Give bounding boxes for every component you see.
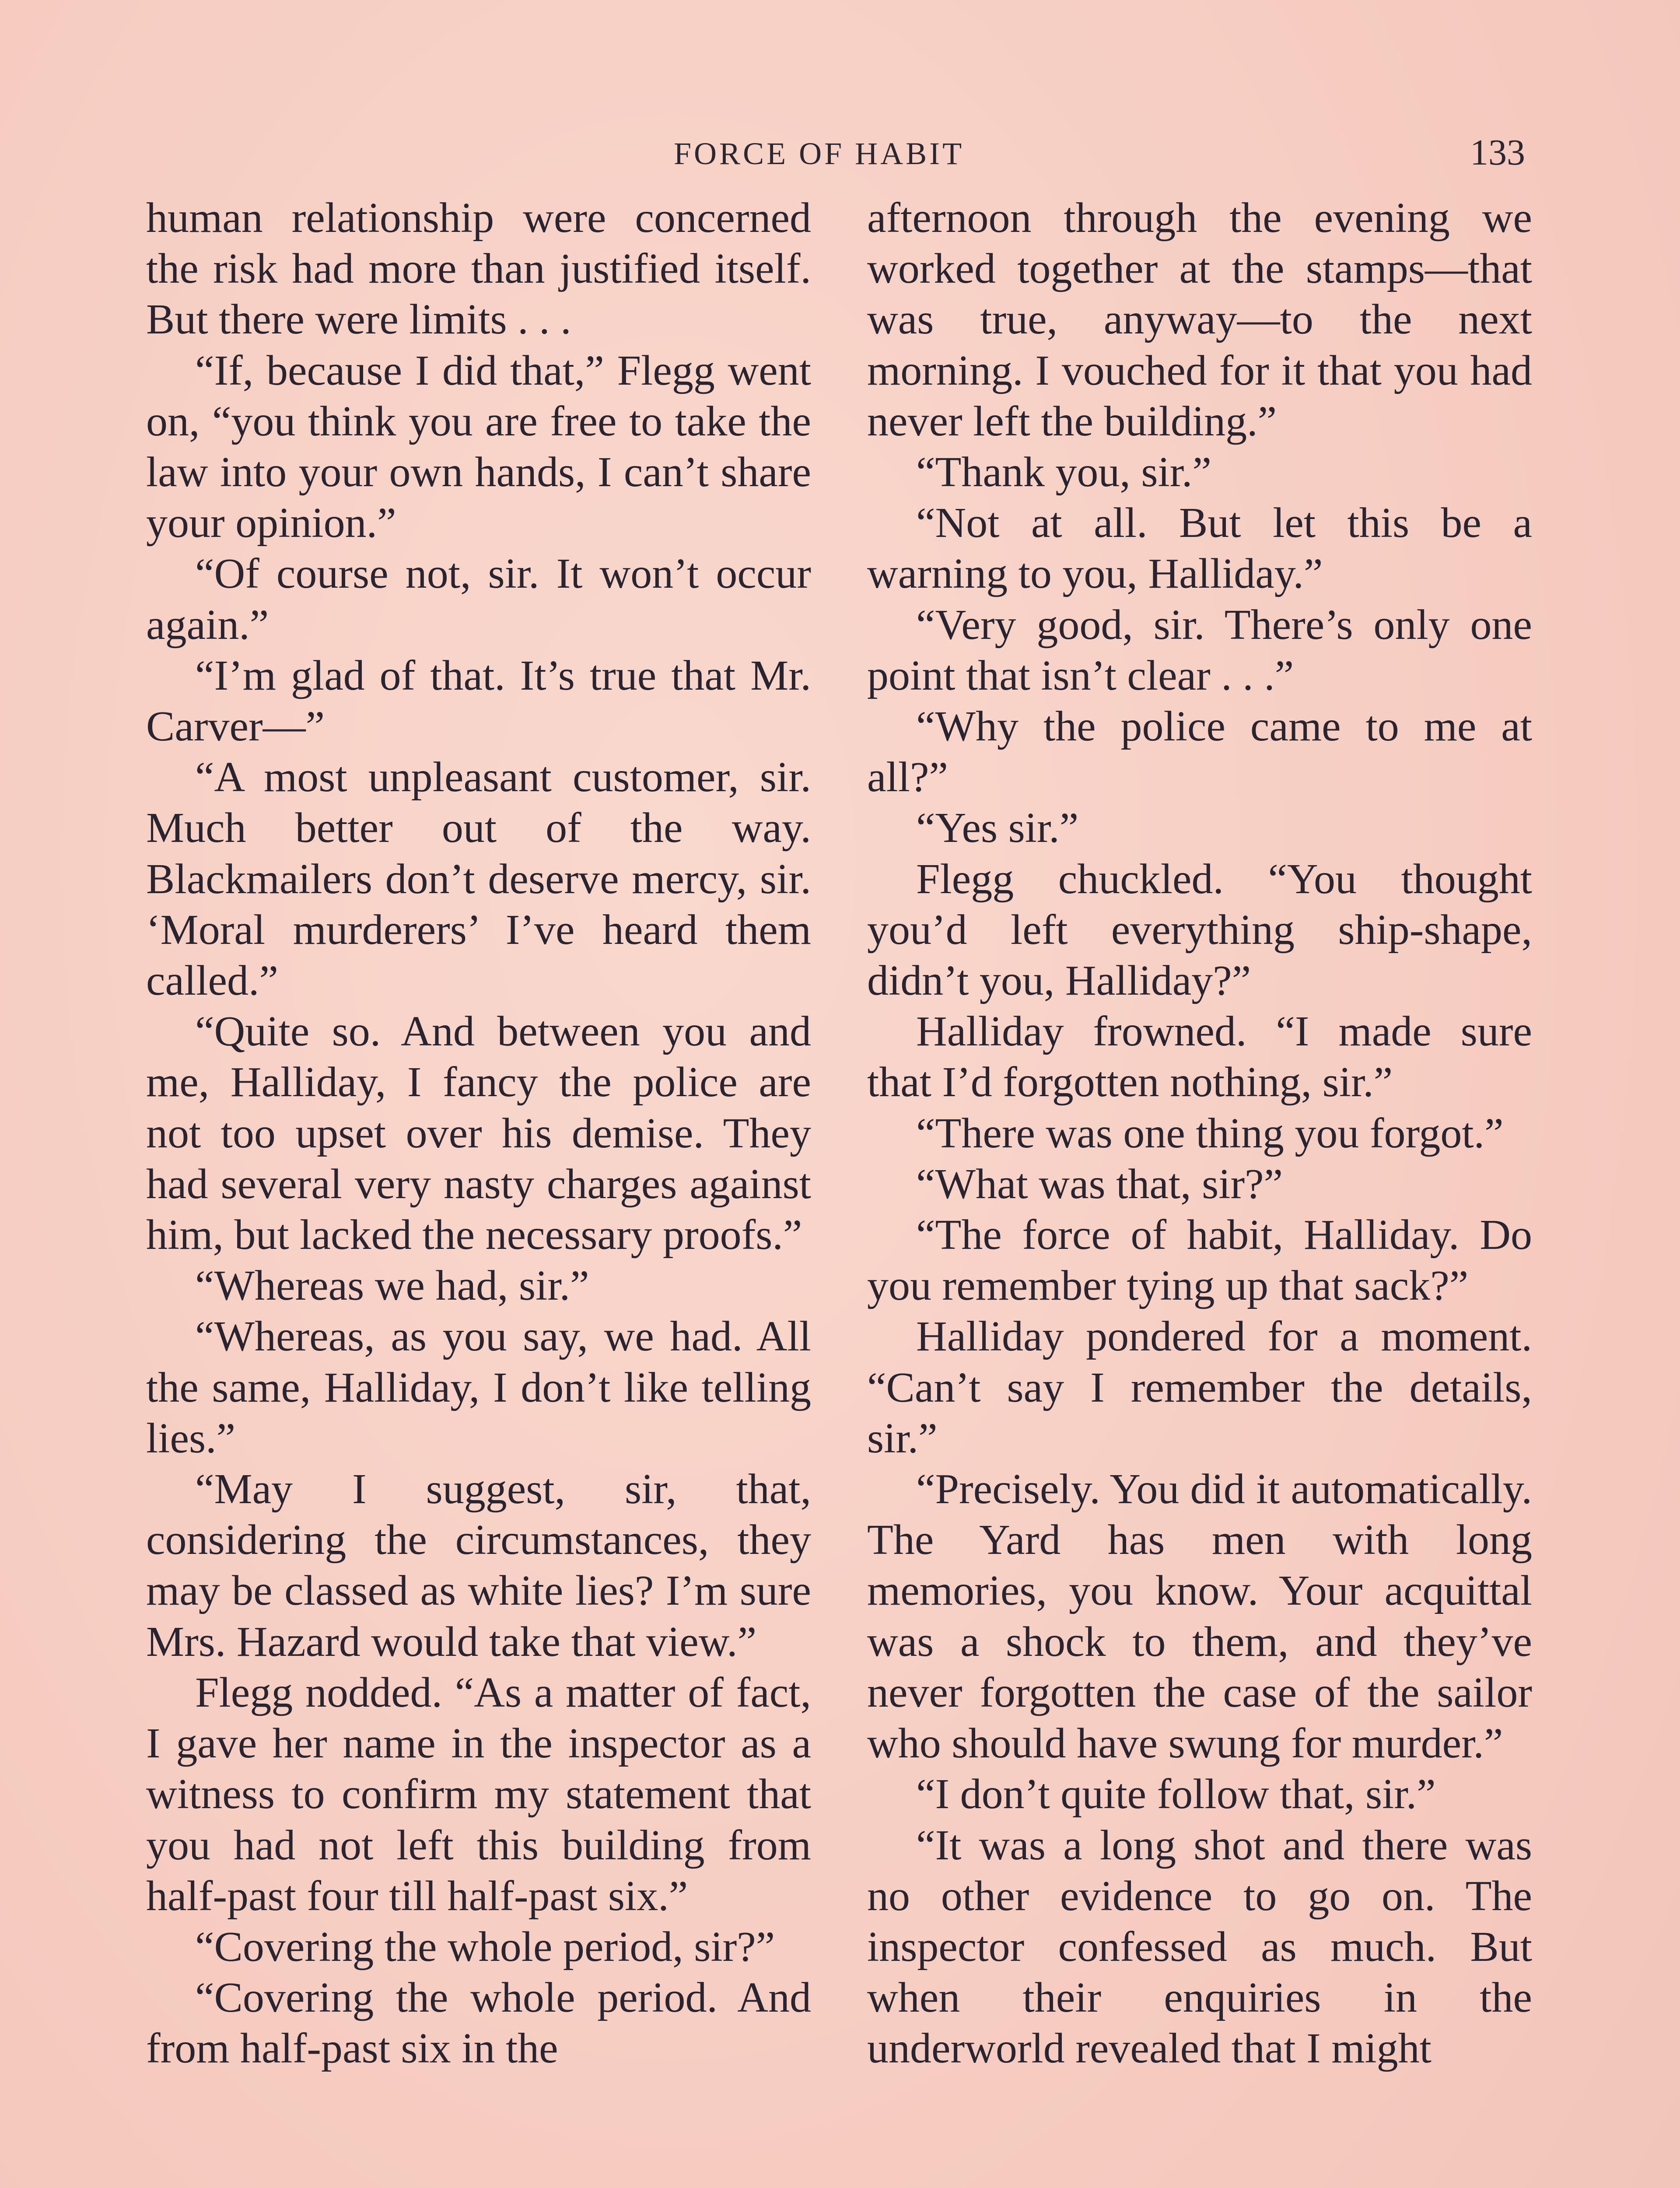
paragraph: Halliday pondered for a moment. “Can’t say I remember the details, sir.”	[867, 1313, 1532, 1462]
paragraph: “Whereas, as you say, we had. All the same, Halliday, I don’t like telling lies.”	[146, 1313, 811, 1462]
paragraph: “Precisely. You did it automatically. The Yard has men with long memories, you know. Your acquittal was a shock to them, and they’ve never forgotten the case of the sailor who should have swung for murder.”	[867, 1466, 1532, 1767]
right-text-column	[867, 193, 1532, 2074]
paragraph: human relationship were concerned the risk had more than justified itself. But there were limits . . .	[146, 194, 811, 344]
paragraph: “Covering the whole period, sir?”	[195, 1923, 775, 1971]
left-text-column	[146, 193, 811, 2074]
paragraph: “The force of habit, Halliday. Do you remember tying up that sack?”	[867, 1211, 1532, 1310]
paragraph: afternoon through the evening we worked together at the stamps—that was true, anyway—to the next morning. I vouched for it that you had never left the building.”	[867, 194, 1532, 445]
paragraph: “Why the police came to me at all?”	[867, 703, 1532, 801]
paragraph: “I’m glad of that. It’s true that Mr. Carver—”	[146, 652, 811, 750]
paragraph: “There was one thing you forgot.”	[916, 1109, 1504, 1157]
paragraph: “If, because I did that,” Flegg went on, “you think you are free to take the law into your own hands, I can’t share your opinion.”	[146, 347, 811, 547]
running-head	[0, 131, 1680, 179]
page-number: 133	[1470, 132, 1525, 173]
paragraph: “Quite so. And between you and me, Halliday, I fancy the police are not too upset over his demise. They had several very nasty charges against him, but lacked the necessary proofs.”	[146, 1008, 811, 1259]
paragraph: “Thank you, sir.”	[916, 449, 1211, 496]
paragraph: “May I suggest, sir, that, considering the circumstances, they may be classed as white lies? I’m sure Mrs. Hazard would take that view.”	[146, 1466, 811, 1666]
paragraph: “A most unpleasant customer, sir. Much better out of the way. Blackmailers don’t deserve mercy, sir. ‘Moral murderers’ I’ve heard them called.”	[146, 754, 811, 1005]
paragraph: “Very good, sir. There’s only one point that isn’t clear . . .”	[867, 601, 1532, 699]
running-title: FORCE OF HABIT	[674, 136, 965, 171]
paragraph: “What was that, sir?”	[916, 1160, 1283, 1208]
paragraph: “I don’t quite follow that, sir.”	[916, 1771, 1436, 1818]
paragraph: “Yes sir.”	[916, 804, 1079, 852]
paragraph: “Whereas we had, sir.”	[195, 1262, 589, 1310]
paragraph: “Not at all. But let this be a warning to you, Halliday.”	[867, 499, 1532, 598]
paragraph: Flegg nodded. “As a matter of fact, I gave her name in the inspector as a witness to confirm my statement that you had not left this building from half-past four till half-past six.”	[146, 1669, 811, 1920]
paragraph: “Covering the whole period. And from half-past six in the	[146, 1974, 811, 2072]
paragraph: “Of course not, sir. It won’t occur again.”	[146, 550, 811, 649]
paragraph: Halliday frowned. “I made sure that I’d forgotten nothing, sir.”	[867, 1008, 1532, 1106]
paragraph: “It was a long shot and there was no other evidence to go on. The inspector confessed as much. But when their enquiries in the underworld revealed that I might	[867, 1821, 1532, 2072]
paragraph: Flegg chuckled. “You thought you’d left everything ship-shape, didn’t you, Halliday?”	[867, 855, 1532, 1005]
